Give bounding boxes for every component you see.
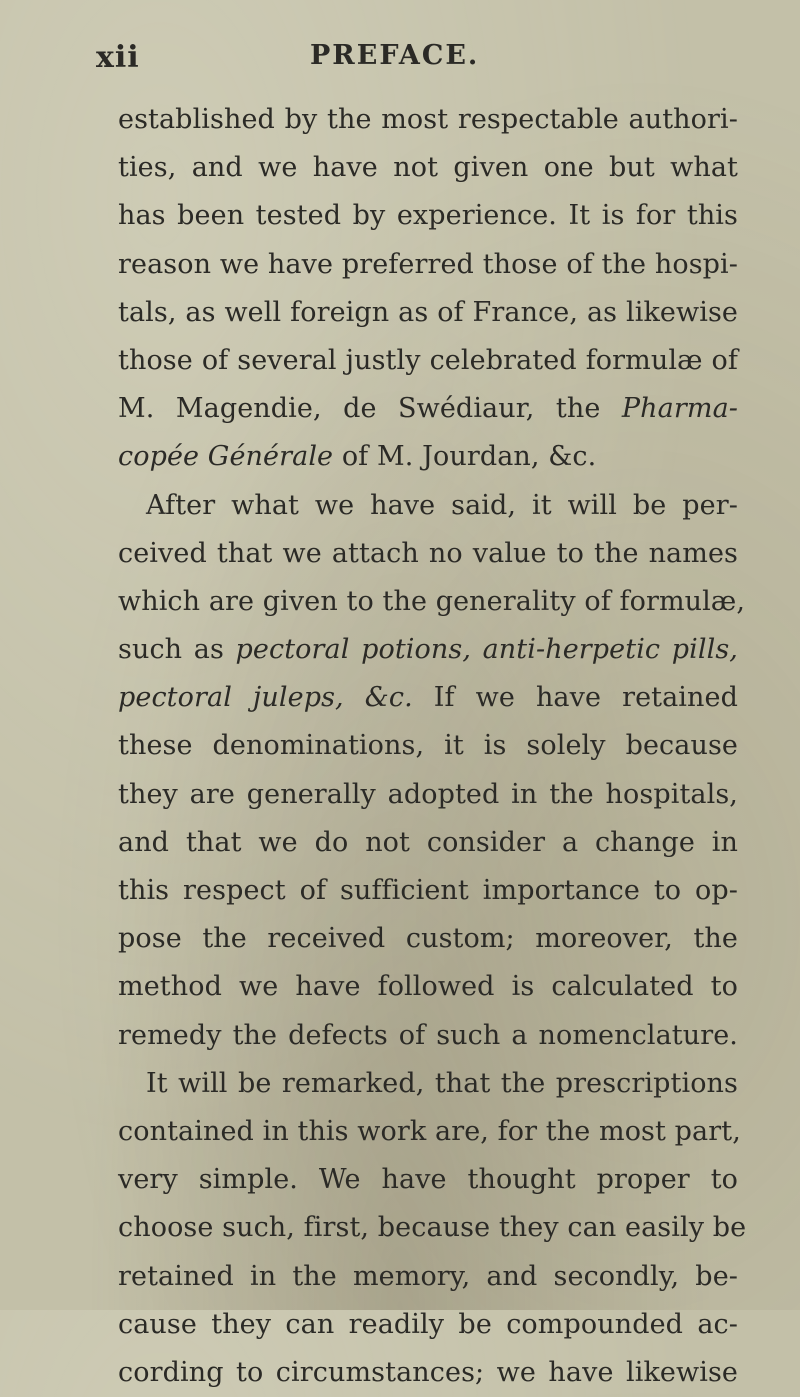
text-line: which are given to the generality of formulæ,	[118, 585, 746, 617]
text-line	[118, 674, 738, 722]
text-line: these denominations, it is solely because	[118, 730, 738, 762]
text-line: has been tested by experience. It is for this	[118, 200, 738, 232]
text-line: remedy the defects of such a nomenclature.	[118, 1019, 738, 1051]
text-line: and that we do not consider a change in	[118, 826, 738, 858]
text-line: cording to circumstances; we have likewise	[118, 1356, 738, 1388]
text-line	[118, 385, 738, 433]
text-segment: such as	[118, 634, 236, 666]
text-segment: If we have retained	[412, 682, 738, 714]
text-line	[118, 433, 738, 481]
text-line: they are generally adopted in the hospitals,	[118, 778, 738, 810]
italic-segment: Pharma-	[621, 393, 738, 425]
text-line: cause they can readily be compounded ac-	[118, 1308, 738, 1340]
text-line: contained in this work are, for the most part,	[118, 1115, 741, 1147]
text-line	[118, 626, 738, 674]
running-head: PREFACE.	[310, 40, 480, 71]
italic-segment: copée Générale	[118, 441, 334, 473]
text-line: method we have followed is calculated to	[118, 971, 738, 1003]
text-segment: M. Magendie, de Swédiaur, the	[118, 393, 622, 425]
body-text	[118, 96, 747, 1397]
italic-segment: pectoral juleps, &c.	[118, 682, 413, 714]
text-line: pose the received custom; moreover, the	[118, 923, 738, 955]
text-line: After what we have said, it will be per-	[146, 489, 738, 521]
page-number: xii	[96, 40, 140, 75]
text-line: very simple. We have thought proper to	[118, 1164, 738, 1196]
text-line: this respect of sufficient importance to op-	[118, 875, 738, 906]
text-line: ceived that we attach no value to the names	[118, 537, 738, 569]
italic-segment: pectoral potions, anti-herpetic pills,	[235, 634, 738, 666]
text-line: reason we have preferred those of the hospi-	[118, 248, 738, 280]
text-line: ties, and we have not given one but what	[118, 152, 738, 184]
text-segment: of M. Jourdan, &c.	[333, 441, 597, 473]
text-line: It will be remarked, that the prescriptions	[146, 1067, 738, 1099]
text-line: tals, as well foreign as of France, as likewise	[118, 296, 738, 328]
page-header	[96, 40, 736, 84]
text-line: retained in the memory, and secondly, be-	[118, 1260, 738, 1292]
text-line: established by the most respectable authori-	[118, 104, 738, 135]
text-line: choose such, first, because they can easily be	[118, 1212, 747, 1244]
text-line: those of several justly celebrated formulæ of	[118, 344, 738, 376]
